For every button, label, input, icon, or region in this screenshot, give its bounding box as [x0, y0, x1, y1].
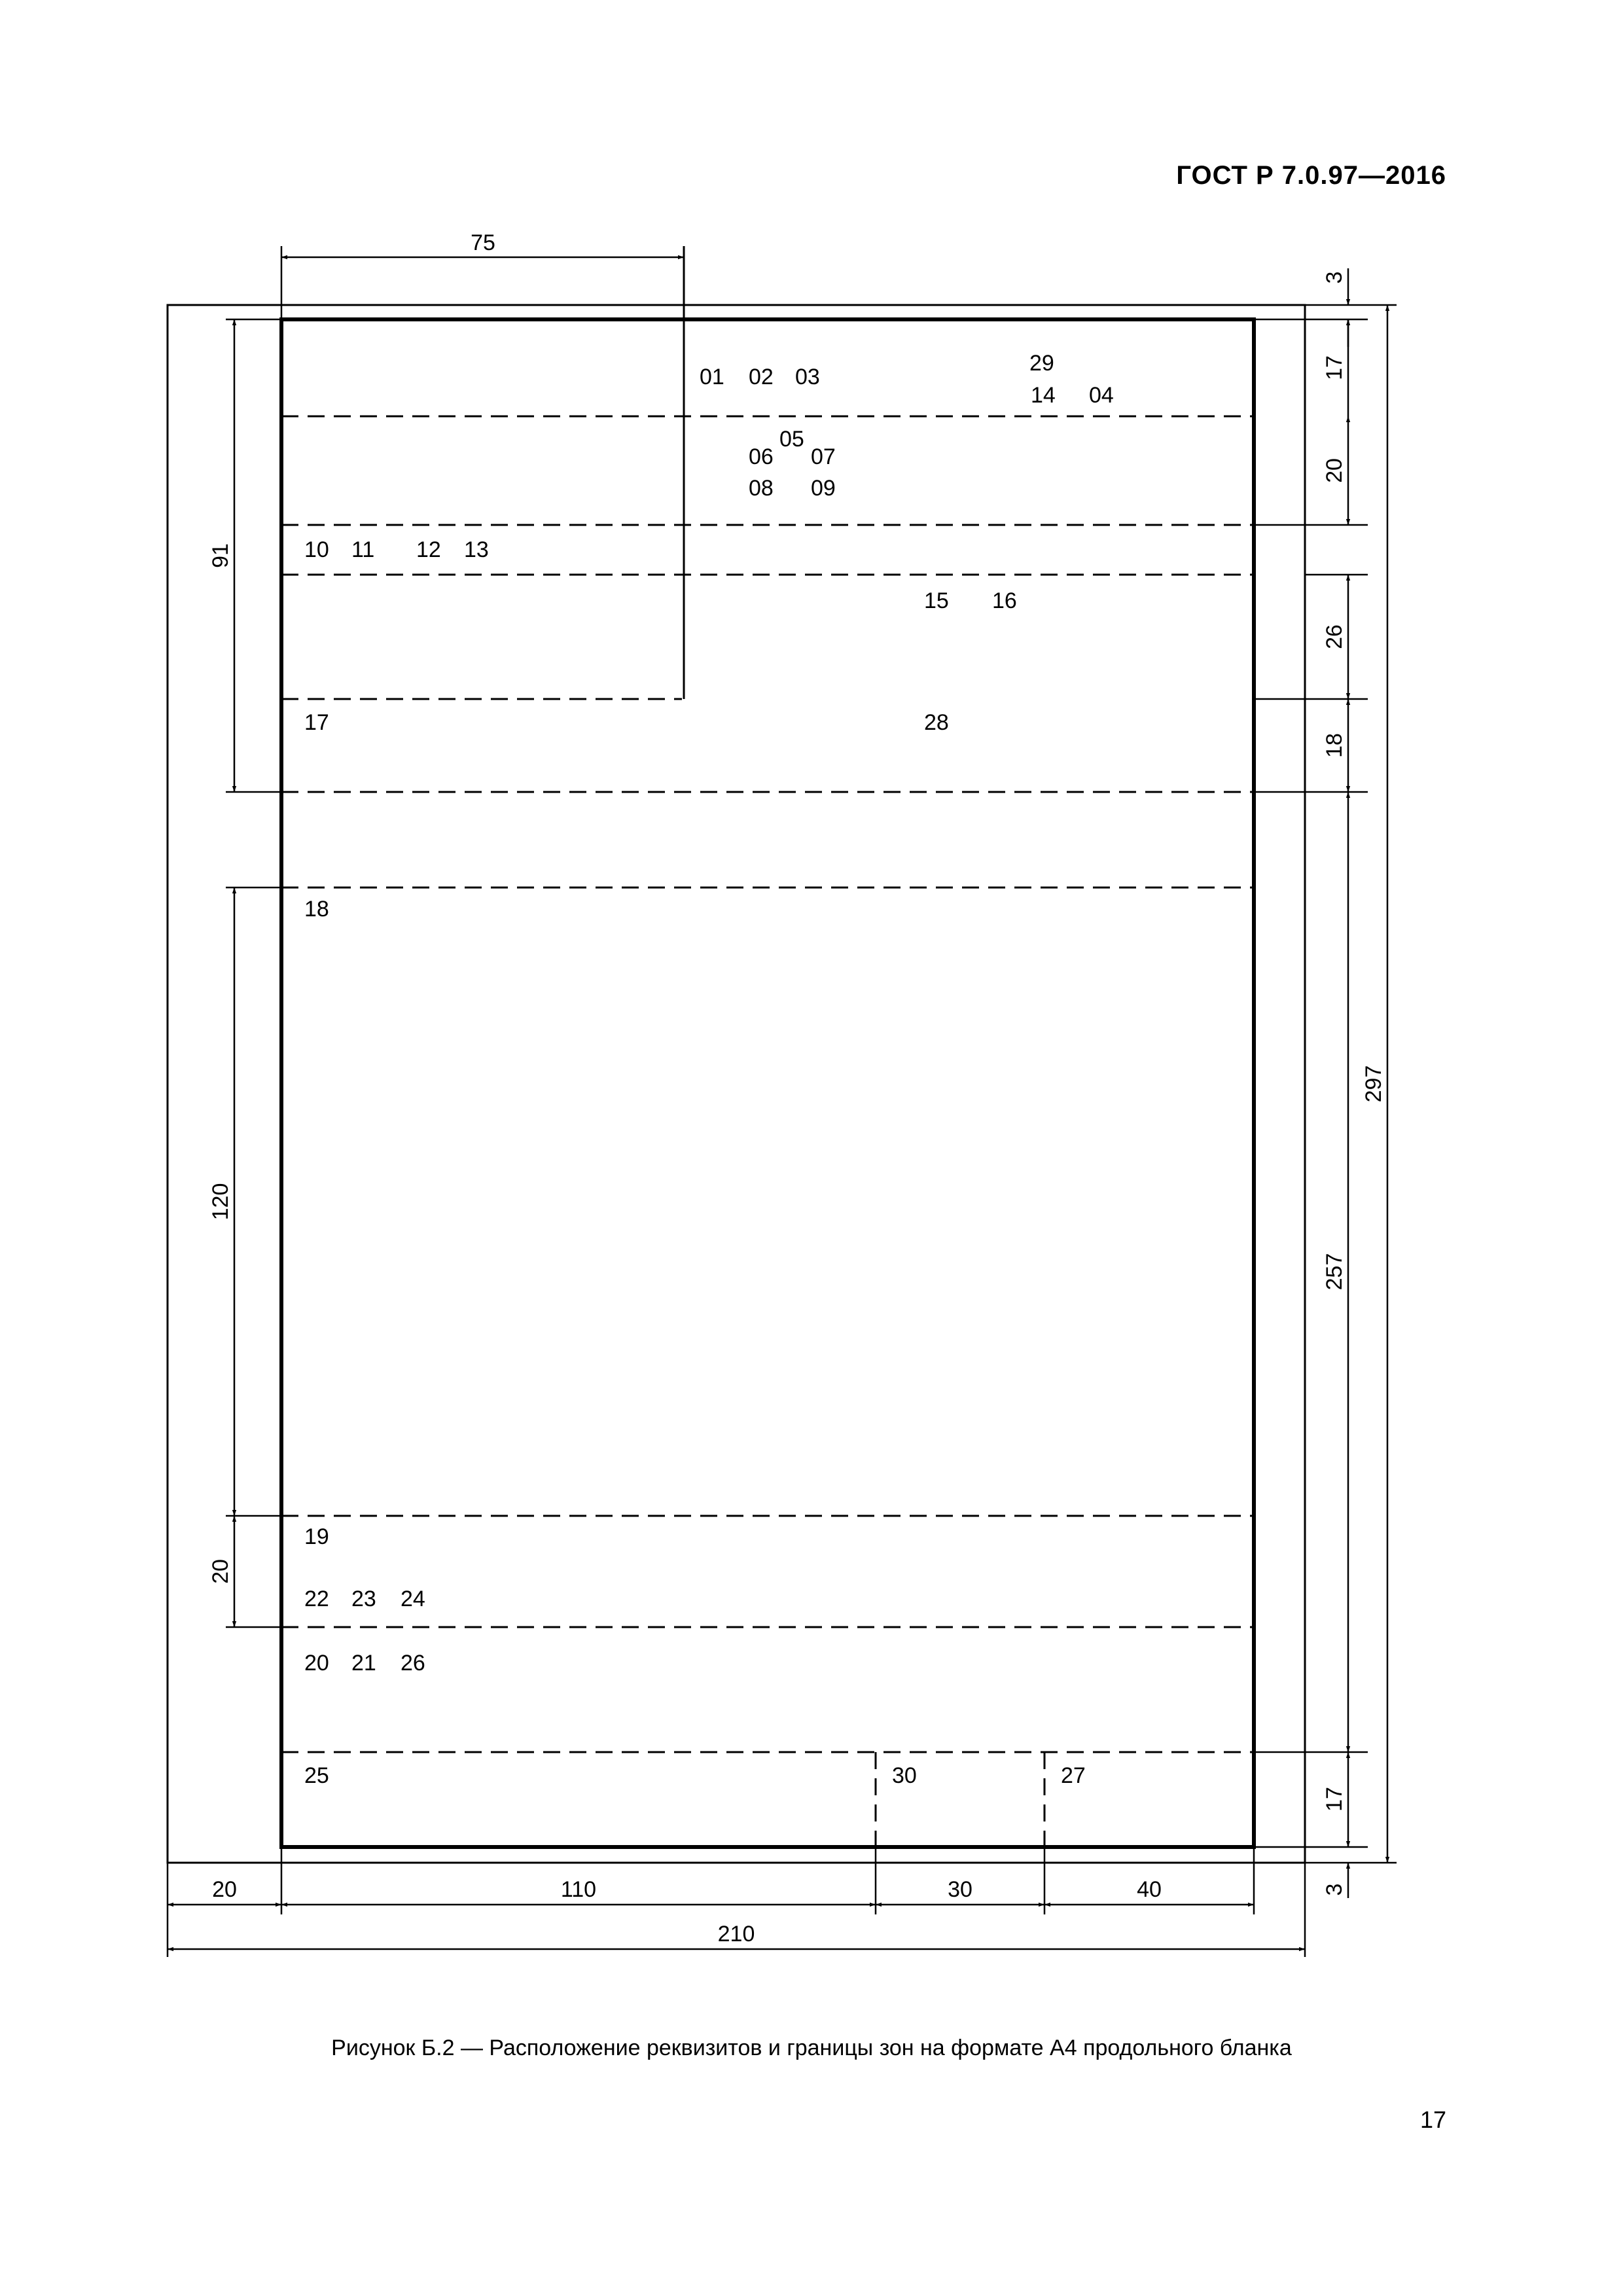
requisite-number: 04	[1089, 383, 1114, 408]
dimension-value-17-top: 17	[1322, 355, 1347, 380]
requisite-number: 26	[401, 1651, 425, 1676]
requisite-number: 20	[304, 1651, 329, 1676]
requisite-number: 14	[1031, 383, 1056, 408]
dimension-value-17-bottom: 17	[1322, 1787, 1347, 1812]
dimension-value-91: 91	[208, 543, 233, 568]
requisite-number: 09	[811, 476, 836, 501]
dimension-value-210: 210	[717, 1922, 755, 1946]
requisite-number: 23	[351, 1587, 376, 1611]
dimension-lines	[168, 257, 1387, 1949]
requisite-number: 28	[924, 710, 949, 735]
dimension-value-75: 75	[471, 230, 495, 255]
dimension-value-26: 26	[1322, 624, 1347, 649]
requisite-number: 02	[749, 365, 774, 389]
dimension-value-20-left: 20	[208, 1559, 233, 1584]
figure-caption: Рисунок Б.2 — Расположение реквизитов и границы зон на формате А4 продольного бланка	[331, 2036, 1292, 2060]
requisite-number: 01	[700, 365, 724, 389]
requisite-number: 12	[416, 537, 441, 562]
requisite-number: 24	[401, 1587, 425, 1611]
requisite-number: 13	[464, 537, 489, 562]
dimension-value-20-right: 20	[1322, 458, 1347, 483]
dimension-value-18: 18	[1322, 733, 1347, 758]
page-header-standard: ГОСТ Р 7.0.97—2016	[1176, 161, 1446, 190]
requisite-number: 08	[749, 476, 774, 501]
extension-lines	[168, 246, 1397, 1957]
requisite-number: 25	[304, 1763, 329, 1788]
requisite-number: 06	[749, 444, 774, 469]
dimension-value-110: 110	[560, 1877, 597, 1902]
zone-boundaries	[281, 416, 1254, 1847]
requisite-number: 22	[304, 1587, 329, 1611]
requisite-number: 10	[304, 537, 329, 562]
dimension-values	[208, 230, 1386, 1946]
dimension-value-3-top: 3	[1322, 271, 1347, 284]
requisite-number: 16	[992, 588, 1017, 613]
page-number: 17	[1419, 2106, 1446, 2133]
requisite-number: 05	[779, 427, 804, 452]
requisite-number: 18	[304, 897, 329, 922]
requisite-number: 17	[304, 710, 329, 735]
requisite-labels	[304, 351, 1114, 1788]
dimension-value-120: 120	[208, 1183, 233, 1221]
dimension-value-30: 30	[948, 1877, 972, 1902]
requisite-number: 30	[892, 1763, 917, 1788]
requisite-number: 07	[811, 444, 836, 469]
requisite-number: 27	[1061, 1763, 1086, 1788]
requisite-number: 11	[351, 537, 375, 562]
dimension-value-297: 297	[1361, 1065, 1386, 1103]
requisite-number: 15	[924, 588, 949, 613]
dimension-value-40: 40	[1137, 1877, 1162, 1902]
sheet-outline	[168, 305, 1305, 1863]
requisite-number: 21	[351, 1651, 376, 1676]
dimension-value-3-bottom: 3	[1322, 1883, 1347, 1896]
requisite-number: 29	[1029, 351, 1054, 376]
dimension-value-20-bottom: 20	[212, 1877, 237, 1902]
requisite-number: 03	[795, 365, 820, 389]
requisite-number: 19	[304, 1524, 329, 1549]
dimension-value-257: 257	[1322, 1253, 1347, 1291]
